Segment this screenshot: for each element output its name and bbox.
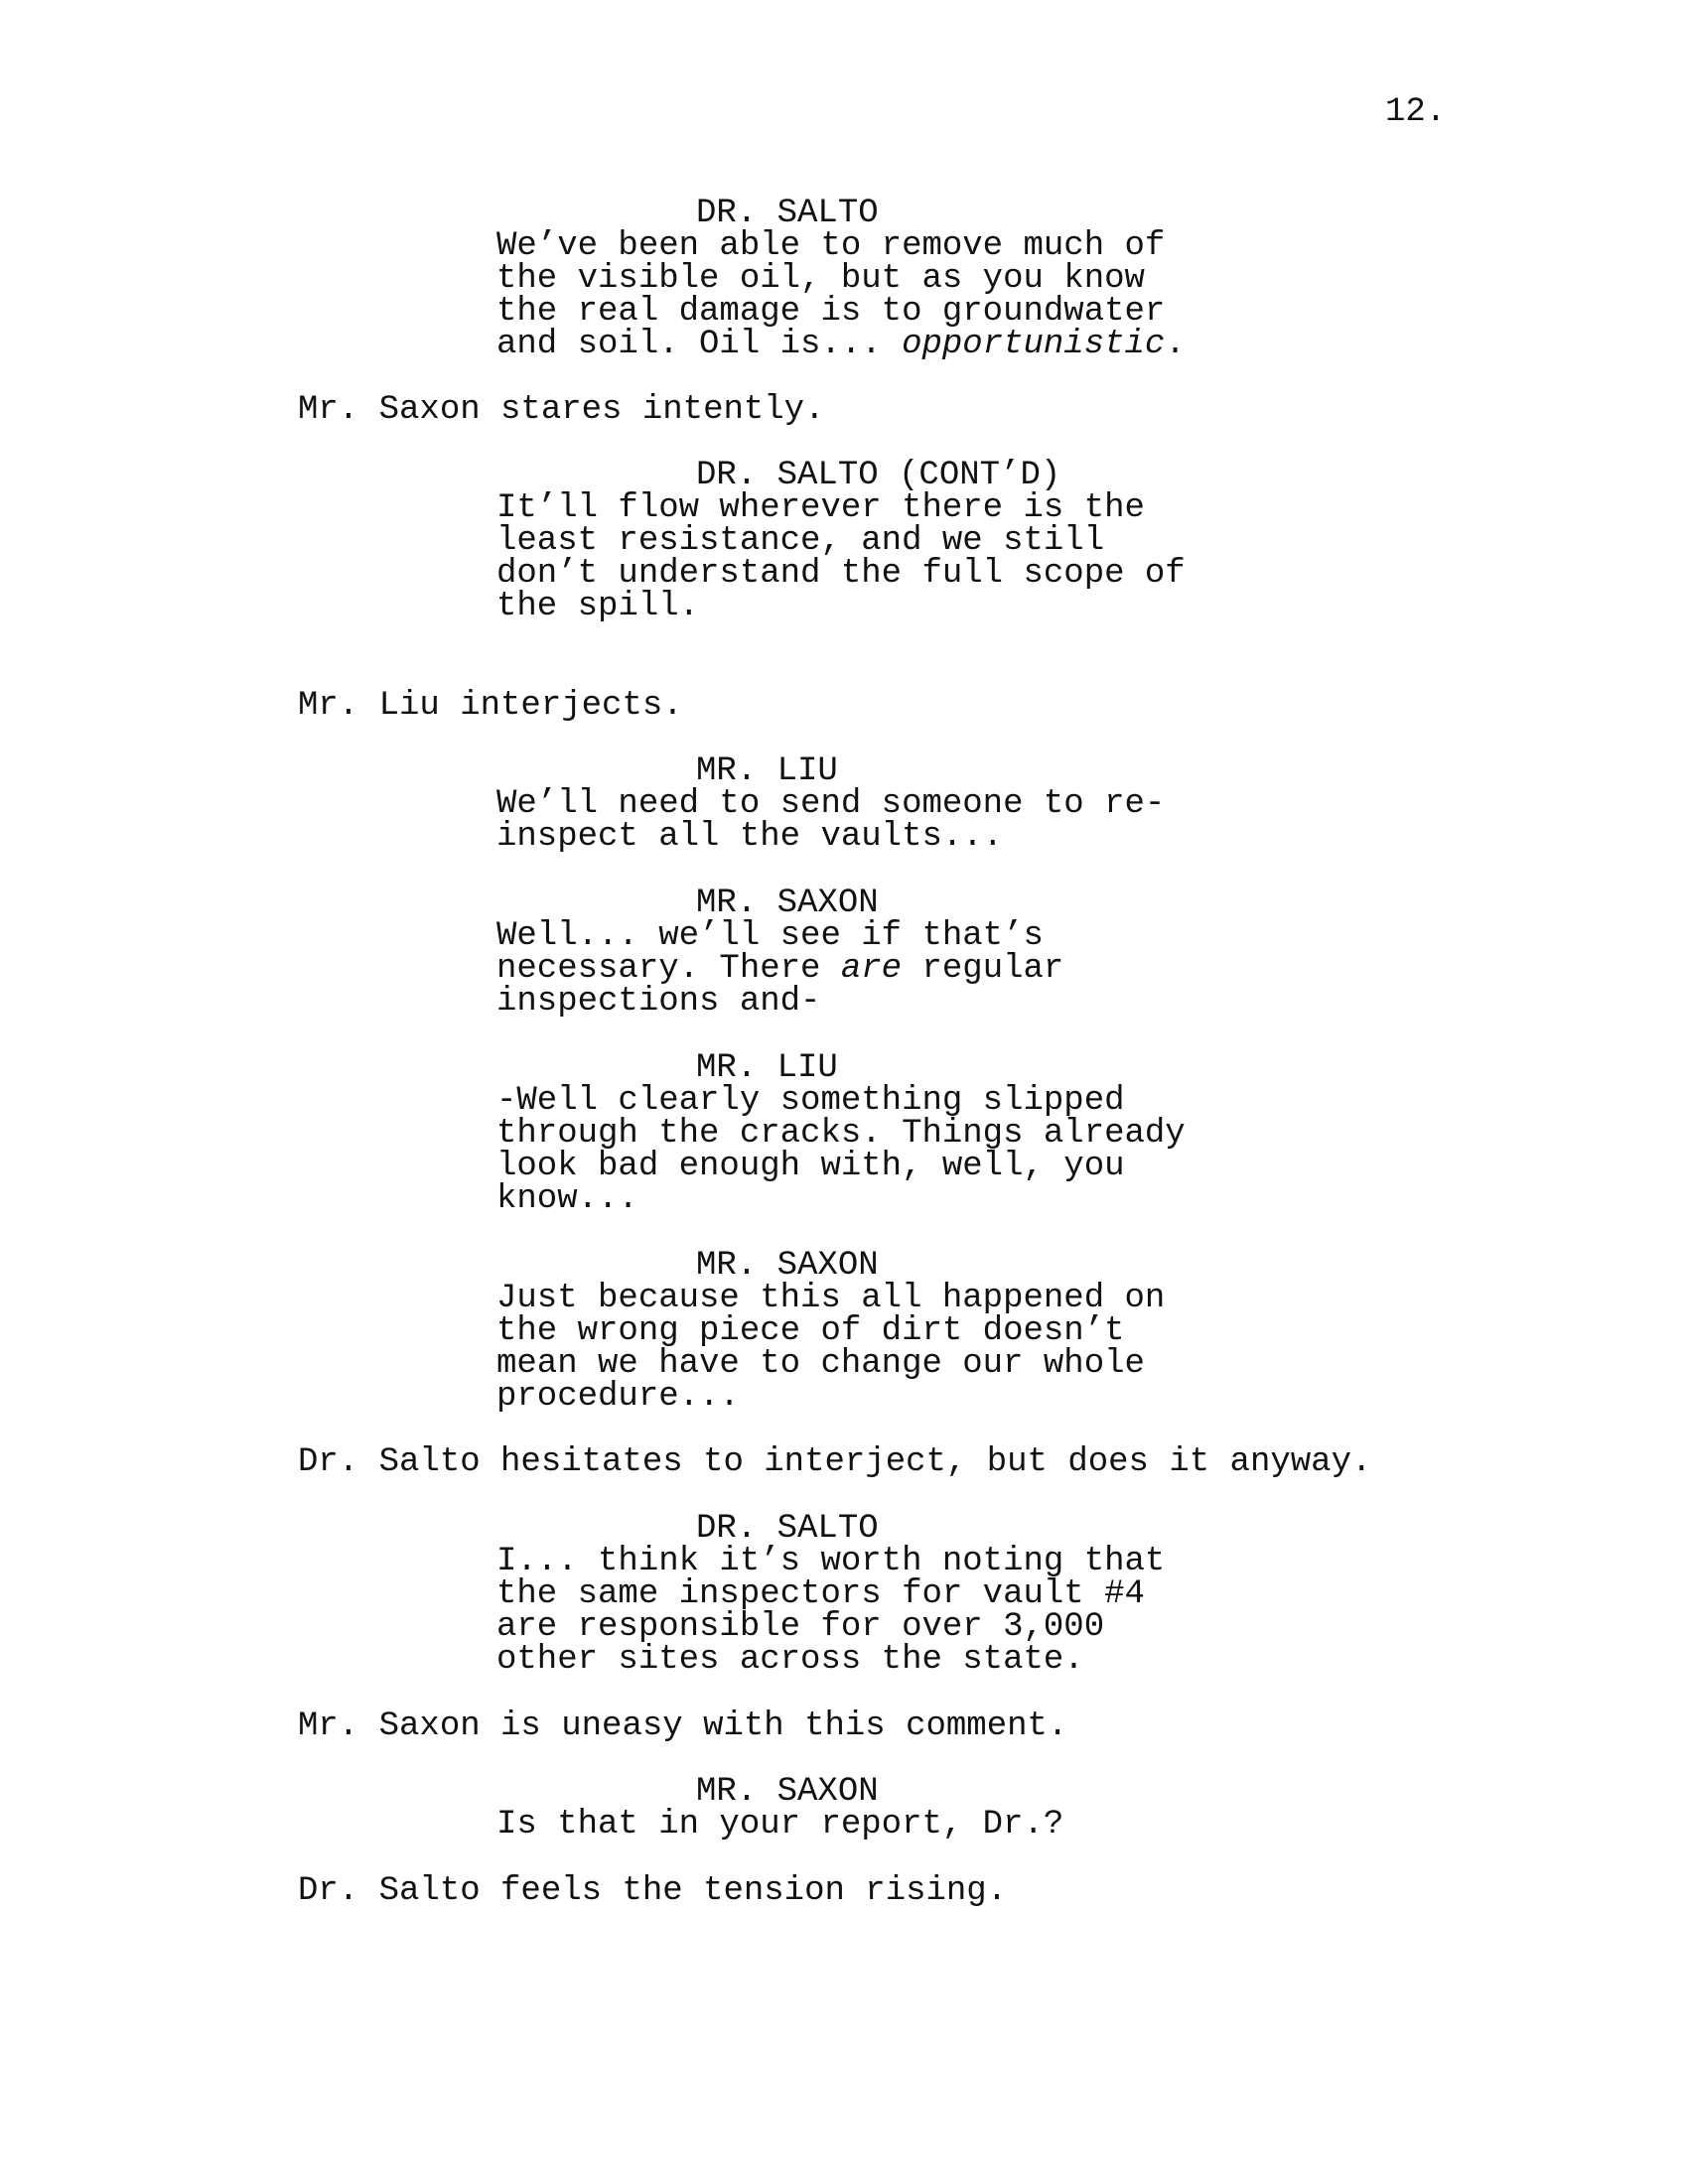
dialogue-line: are responsible for over 3,000 bbox=[496, 1608, 1105, 1646]
dialogue-line: We’ve been able to remove much of bbox=[496, 227, 1166, 265]
character-cue: MR. SAXON bbox=[696, 885, 879, 922]
dialogue-line: the wrong piece of dirt doesn’t bbox=[496, 1312, 1125, 1350]
page-number: 12. bbox=[1385, 93, 1447, 131]
dialogue-line: Just because this all happened on bbox=[496, 1280, 1166, 1317]
dialogue-line: the spill. bbox=[496, 588, 700, 625]
dialogue-line: Well... we’ll see if that’s bbox=[496, 917, 1044, 955]
dialogue-line: through the cracks. Things already bbox=[496, 1115, 1186, 1153]
dialogue-line: the real damage is to groundwater bbox=[496, 293, 1166, 331]
dialogue-line: the visible oil, but as you know bbox=[496, 260, 1145, 298]
character-cue: DR. SALTO (CONT’D) bbox=[696, 457, 1061, 494]
character-cue: MR. LIU bbox=[696, 1049, 838, 1087]
action-line: Dr. Salto feels the tension rising. bbox=[298, 1872, 1008, 1910]
action-line: Mr. Liu interjects. bbox=[298, 687, 683, 725]
dialogue-line: look bad enough with, well, you bbox=[496, 1148, 1125, 1185]
action-line: Dr. Salto hesitates to interject, but does it anyway. bbox=[298, 1443, 1372, 1481]
action-line: Mr. Saxon is uneasy with this comment. bbox=[298, 1707, 1068, 1745]
character-cue: DR. SALTO bbox=[696, 1510, 879, 1548]
dialogue-line: We’ll need to send someone to re- bbox=[496, 785, 1166, 823]
dialogue-line: other sites across the state. bbox=[496, 1641, 1084, 1679]
character-cue: MR. LIU bbox=[696, 752, 838, 790]
italic-emphasis: are bbox=[840, 950, 903, 988]
dialogue-line: don’t understand the full scope of bbox=[496, 555, 1186, 593]
dialogue-line: I... think it’s worth noting that bbox=[496, 1543, 1166, 1580]
dialogue-line: the same inspectors for vault #4 bbox=[496, 1575, 1145, 1613]
dialogue-line: Is that in your report, Dr.? bbox=[496, 1806, 1064, 1843]
dialogue-line: -Well clearly something slipped bbox=[496, 1082, 1125, 1120]
italic-emphasis: opportunistic bbox=[902, 326, 1166, 363]
dialogue-line: procedure... bbox=[496, 1378, 740, 1416]
character-cue: MR. SAXON bbox=[696, 1247, 879, 1285]
dialogue-line: and soil. Oil is... opportunistic. bbox=[496, 326, 1186, 363]
dialogue-line: know... bbox=[496, 1180, 638, 1218]
dialogue-line: inspect all the vaults... bbox=[496, 818, 1004, 856]
character-cue: DR. SALTO bbox=[696, 195, 879, 232]
character-cue: MR. SAXON bbox=[696, 1773, 879, 1811]
dialogue-line: inspections and- bbox=[496, 983, 821, 1021]
dialogue-line: least resistance, and we still bbox=[496, 522, 1105, 560]
action-line: Mr. Saxon stares intently. bbox=[298, 391, 825, 429]
dialogue-line: necessary. There are regular bbox=[496, 950, 1064, 988]
dialogue-line: It’ll flow wherever there is the bbox=[496, 489, 1145, 527]
dialogue-line: mean we have to change our whole bbox=[496, 1345, 1145, 1383]
